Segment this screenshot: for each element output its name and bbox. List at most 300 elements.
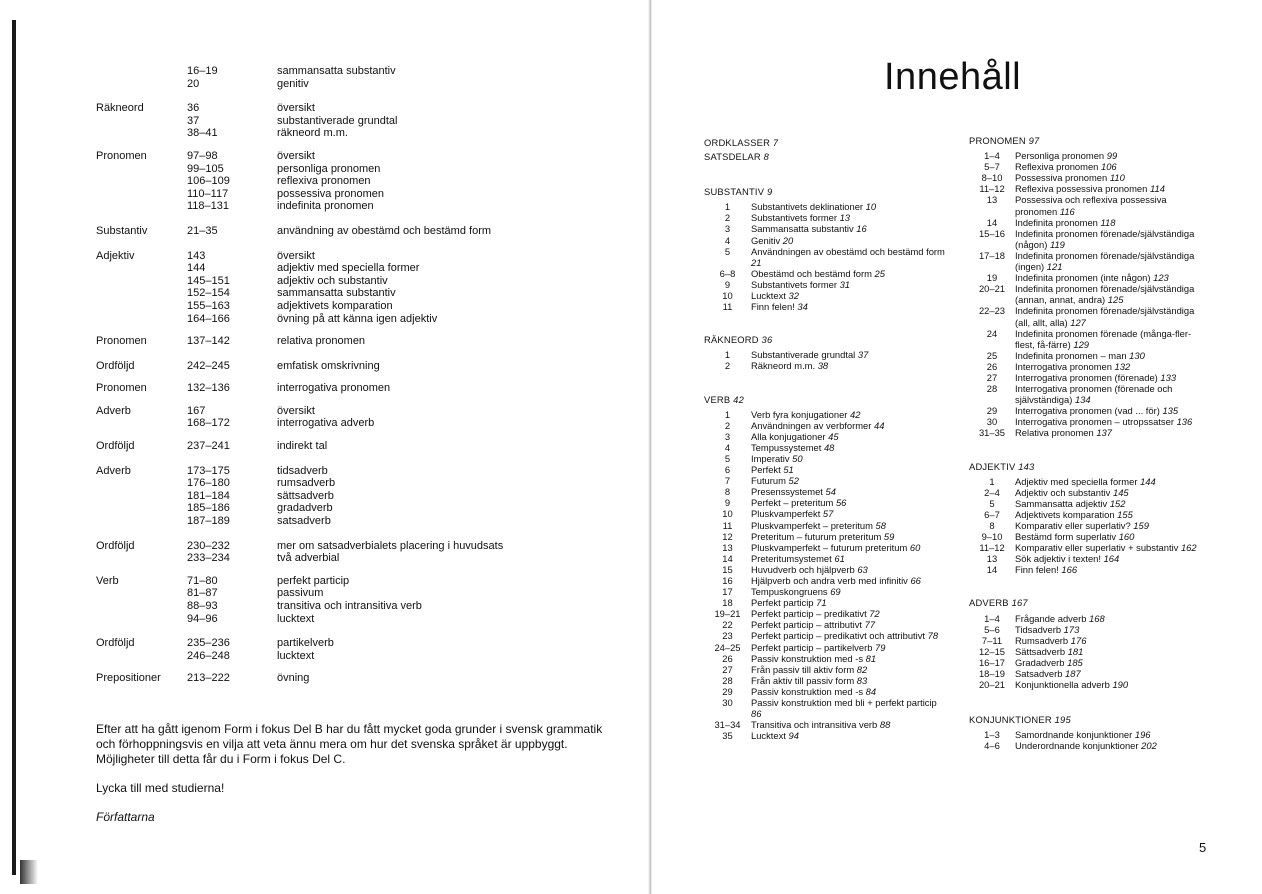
exercise-topic: användning av obestämd och bestämd form — [277, 224, 492, 237]
exercise-topic: översikt — [277, 249, 315, 262]
entry-page-number: 72 — [869, 608, 880, 620]
entry-number: 10 — [722, 290, 733, 302]
table-row — [187, 587, 636, 600]
entry-number: 5–6 — [984, 623, 1000, 635]
entry-text: Presenssystemet — [751, 486, 823, 498]
entry-text: Reflexiva possessiva pronomen — [1015, 183, 1148, 195]
exercise-range: 94–96 — [187, 612, 218, 625]
entry-page-number: 137 — [1096, 427, 1112, 439]
entry-page-number: 129 — [1073, 338, 1090, 350]
entry-page-number: 20 — [782, 234, 794, 246]
exercise-topic: indirekt tal — [277, 440, 328, 453]
entry-text: Indefinita pronomen — [1015, 216, 1098, 228]
entry-page-number: 32 — [788, 290, 799, 302]
entry-page-number: 58 — [875, 519, 886, 531]
toc-entry — [704, 619, 949, 630]
entry-text: Användningen av obestämd och bestämd form — [751, 245, 945, 257]
entry-text: Adjektiv och substantiv — [1015, 486, 1111, 498]
category-label: Pronomen — [96, 335, 147, 348]
group-rows — [187, 382, 636, 395]
toc-entry — [969, 542, 1201, 553]
toc-column-1 — [704, 137, 949, 741]
exercise-range: 110–117 — [187, 187, 229, 200]
exercise-range: 97–98 — [187, 149, 218, 162]
entry-title — [1015, 228, 1201, 250]
entry-title — [1015, 283, 1201, 305]
entry-page-number: 121 — [1046, 261, 1063, 273]
category-label: Adverb — [96, 464, 131, 477]
exercise-topic: lucktext — [277, 612, 315, 625]
entry-title — [1015, 350, 1145, 361]
exercise-topic: genitiv — [277, 77, 309, 90]
exercise-range: 213–222 — [187, 672, 230, 685]
exercise-topic: övning på att känna igen adjektiv — [277, 312, 438, 325]
entry-page-number: 125 — [1107, 294, 1124, 306]
entry-title — [751, 575, 921, 586]
entry-number: 19–21 — [714, 608, 741, 620]
entry-text: Passiv konstruktion med bli + perfekt particip — [751, 697, 937, 709]
entry-number: 5 — [989, 497, 995, 509]
table-row — [187, 477, 636, 490]
toc-entry — [704, 508, 949, 519]
entry-title — [1015, 416, 1192, 427]
toc-entry — [969, 531, 1201, 542]
entry-text: Substantivets former — [751, 278, 837, 290]
entry-title — [1015, 542, 1197, 553]
exercise-topic: sammansatta substantiv — [277, 287, 396, 300]
toc-entry — [969, 372, 1201, 383]
entry-title — [751, 235, 793, 246]
entry-page-number: 132 — [1114, 360, 1131, 372]
entry-page-number: 144 — [1140, 475, 1156, 487]
entry-page-number: 86 — [751, 708, 762, 720]
table-group — [96, 360, 636, 373]
entry-number: 2 — [724, 360, 731, 372]
entry-page-number: 190 — [1112, 679, 1129, 691]
toc-section — [704, 151, 949, 162]
entry-title — [751, 464, 794, 475]
exercise-range: 88–93 — [187, 600, 218, 612]
entry-text: Sättsadverb — [1015, 645, 1066, 657]
toc-entry — [969, 250, 1201, 272]
toc-entry — [969, 228, 1201, 250]
section-page-number: 7 — [772, 137, 779, 148]
entry-text: Indefinita pronomen förenade/självständiga (någon) — [1015, 227, 1195, 250]
entry-page-number: 81 — [865, 652, 877, 664]
entry-number: 8 — [724, 486, 731, 498]
toc-entry — [704, 630, 949, 641]
toc-entry — [969, 509, 1201, 520]
exercise-range: 99–105 — [187, 162, 224, 175]
entry-number: 22 — [722, 619, 733, 631]
entry-number: 9 — [724, 278, 731, 290]
toc-entry — [969, 172, 1201, 183]
toc-entry — [969, 283, 1201, 305]
entry-number: 4 — [724, 234, 731, 246]
section-page-number: 42 — [733, 393, 744, 405]
entry-title — [1015, 740, 1157, 751]
table-group — [96, 575, 636, 625]
closing-author: Författarna — [96, 810, 155, 824]
exercise-range: 152–154 — [187, 287, 230, 300]
section-page-number: 167 — [1011, 597, 1028, 609]
entry-number: 2 — [724, 212, 731, 224]
entry-text: Bestämd form superlativ — [1015, 531, 1117, 543]
table-row — [187, 188, 636, 201]
exercise-range: 187–189 — [187, 515, 230, 528]
entry-text: Futurum — [751, 475, 786, 487]
entry-title — [751, 553, 845, 564]
entry-number: 4–6 — [984, 740, 1000, 752]
entry-text: Pluskvamperfekt – futurum preteritum — [751, 541, 908, 553]
toc-entry — [969, 194, 1201, 216]
entry-page-number: 44 — [874, 419, 885, 431]
toc-entry — [704, 268, 949, 279]
entry-title — [751, 597, 827, 608]
category-label: Ordföljd — [96, 539, 135, 552]
exercise-topic: personliga pronomen — [277, 162, 381, 175]
table-row — [187, 335, 636, 348]
table-group — [96, 465, 636, 528]
entry-text: Interrogativa pronomen (vad ... för) — [1015, 405, 1160, 417]
entry-text: Alla konjugationer — [751, 430, 826, 442]
entry-title — [751, 301, 808, 312]
section-page-number: 9 — [766, 186, 773, 198]
entry-page-number: 160 — [1118, 531, 1135, 543]
entry-title — [751, 431, 839, 442]
entry-page-number: 77 — [864, 619, 876, 631]
entry-page-number: 59 — [883, 530, 895, 542]
entry-text: Underordnande konjunktioner — [1015, 740, 1139, 752]
table-group — [96, 540, 636, 565]
entry-title — [751, 619, 875, 630]
entry-page-number: 38 — [817, 360, 829, 372]
table-group — [96, 405, 636, 430]
group-rows — [187, 465, 636, 528]
entry-text: Preteritumsystemet — [751, 552, 832, 564]
category-label: Prepositioner — [96, 672, 161, 685]
table-group — [96, 150, 636, 213]
exercise-range: 242–245 — [187, 359, 230, 372]
entry-text: Sammansatta adjektiv — [1015, 497, 1108, 509]
entry-page-number: 176 — [1070, 634, 1087, 646]
exercise-topic: indefinita pronomen — [277, 200, 374, 213]
entry-text: Indefinita pronomen förenade (många-fler-flest, få-färre) — [1015, 327, 1192, 350]
entry-title — [1015, 194, 1201, 216]
entry-page-number: 37 — [857, 349, 869, 361]
entry-title — [1015, 487, 1129, 498]
entry-title — [751, 453, 803, 464]
entry-page-number: 152 — [1109, 497, 1126, 509]
entry-page-number: 69 — [830, 586, 841, 598]
entry-page-number: 164 — [1103, 553, 1120, 565]
exercise-topic: substantiverade grundtal — [277, 114, 398, 127]
entry-title — [751, 409, 860, 420]
entry-page-number: 116 — [1059, 205, 1075, 217]
toc-entry — [704, 349, 949, 360]
entry-page-number: 79 — [875, 641, 886, 653]
entry-number: 5–7 — [984, 161, 1000, 173]
section-heading-text: VERB — [704, 393, 731, 405]
exercise-range: 143 — [187, 249, 206, 262]
entry-text: Perfekt particip – predikativt — [751, 608, 867, 620]
toc-entry — [704, 464, 949, 475]
section-heading — [969, 461, 1201, 472]
entry-number: 1 — [724, 349, 731, 361]
exercise-range: 235–236 — [187, 637, 230, 650]
toc-entry — [969, 498, 1201, 509]
entry-number: 1 — [724, 408, 731, 420]
exercise-range: 230–232 — [187, 539, 230, 552]
category-label: Substantiv — [96, 224, 148, 237]
section-heading — [969, 135, 1201, 146]
table-row — [187, 225, 636, 238]
exercise-range: 71–80 — [187, 574, 218, 587]
entry-page-number: 134 — [1074, 394, 1091, 406]
exercise-topic: interrogativa adverb — [277, 417, 375, 430]
entry-text: Interrogativa pronomen – utropssatser — [1015, 416, 1174, 428]
toc-entry — [969, 416, 1201, 427]
table-row — [187, 275, 636, 288]
exercise-range: 164–166 — [187, 312, 230, 325]
entry-title — [751, 223, 867, 234]
entry-text: Finn felen! — [751, 301, 795, 313]
entry-text: Gradadverb — [1015, 656, 1065, 668]
toc-entry — [969, 740, 1201, 751]
category-label: Pronomen — [96, 382, 147, 395]
entry-number: 18–19 — [978, 668, 1006, 680]
entry-page-number: 136 — [1176, 416, 1193, 428]
entry-title — [751, 586, 841, 597]
entry-text: Indefinita pronomen (inte någon) — [1015, 272, 1151, 284]
toc-entry — [704, 201, 949, 212]
entry-text: Indefinita pronomen förenade/självständiga (annan, annat, andra) — [1015, 283, 1195, 306]
section-heading-text: SATSDELAR — [704, 151, 761, 163]
entry-number: 29 — [722, 685, 733, 697]
table-row — [187, 490, 636, 503]
exercise-overview-table — [96, 65, 636, 696]
entry-page-number: 94 — [788, 730, 799, 742]
exercise-range: 37 — [187, 114, 200, 127]
toc-entry — [704, 520, 949, 531]
entry-number: 14 — [722, 552, 733, 564]
group-rows — [187, 150, 636, 213]
entry-title — [1015, 372, 1176, 383]
entry-page-number: 119 — [1049, 238, 1065, 250]
entry-text: Lucktext — [751, 730, 786, 742]
entry-title — [751, 642, 885, 653]
toc-section — [969, 135, 1201, 439]
entry-text: Lucktext — [751, 290, 786, 302]
toc-entry — [704, 564, 949, 575]
exercise-topic: gradadverb — [277, 502, 333, 515]
entry-title — [1015, 498, 1126, 509]
entry-text: Från aktiv till passiv form — [751, 674, 855, 686]
entry-text: Substantivets former — [751, 212, 837, 224]
exercise-range: 36 — [187, 102, 200, 115]
toc-entry — [704, 675, 949, 686]
entry-title — [1015, 679, 1128, 690]
entry-page-number: 10 — [865, 201, 877, 213]
table-row — [187, 287, 636, 300]
table-row — [187, 465, 636, 478]
exercise-topic: adjektiv och substantiv — [277, 274, 388, 287]
entry-text: Personliga pronomen — [1015, 150, 1105, 162]
entry-number: 30 — [722, 697, 733, 709]
table-row — [187, 382, 636, 395]
entry-number: 3 — [724, 430, 731, 442]
entry-text: Räkneord m.m. — [751, 360, 816, 372]
toc-entry — [704, 664, 949, 675]
toc-entry — [969, 487, 1201, 498]
exercise-topic: sättsadverb — [277, 489, 334, 502]
toc-entry — [969, 150, 1201, 161]
entry-number: 1 — [989, 475, 995, 487]
exercise-topic: tidsadverb — [277, 464, 328, 477]
entry-title — [751, 730, 799, 741]
entry-title — [751, 290, 799, 301]
table-row — [187, 613, 636, 626]
entry-page-number: 48 — [823, 441, 835, 453]
entry-number: 24–25 — [714, 641, 741, 653]
exercise-range: 106–109 — [187, 175, 230, 188]
entry-text: Substantivets deklinationer — [751, 201, 864, 213]
entry-page-number: 71 — [816, 597, 827, 609]
toc-entry — [969, 679, 1201, 690]
entry-number: 14 — [986, 564, 998, 576]
entry-number: 26 — [986, 360, 998, 372]
toc-entry — [704, 453, 949, 464]
group-rows — [187, 65, 636, 90]
entry-number: 2–4 — [984, 486, 1000, 498]
entry-number: 13 — [722, 541, 733, 553]
table-row — [187, 163, 636, 176]
entry-title — [751, 201, 876, 212]
entry-page-number: 162 — [1180, 542, 1197, 554]
table-group — [96, 335, 636, 348]
entry-title — [751, 686, 876, 697]
entry-page-number: 56 — [835, 497, 847, 509]
table-row — [187, 115, 636, 128]
entry-text: Perfekt particip – predikativt och attributivt — [751, 630, 926, 642]
exercise-topic: possessiva pronomen — [277, 187, 385, 200]
entry-title — [1015, 172, 1125, 183]
entry-text: Perfekt particip – attributivt — [751, 619, 862, 631]
entry-number: 35 — [722, 730, 733, 742]
exercise-topic: översikt — [277, 102, 315, 115]
entry-title — [751, 675, 867, 686]
entry-title — [1015, 161, 1117, 172]
entry-page-number: 155 — [1117, 508, 1133, 520]
entry-page-number: 61 — [834, 552, 845, 564]
exercise-topic: reflexiva pronomen — [277, 175, 371, 188]
toc-section — [704, 394, 949, 742]
entry-number: 12 — [722, 530, 733, 542]
toc-entry — [704, 420, 949, 431]
entry-page-number: 123 — [1153, 272, 1169, 284]
entry-number: 2 — [724, 419, 731, 431]
toc-entry — [969, 646, 1201, 657]
exercise-topic: transitiva och intransitiva verb — [277, 600, 422, 612]
toc-column-2 — [969, 135, 1201, 752]
table-group — [96, 440, 636, 453]
entry-number: 12–15 — [978, 645, 1006, 657]
section-heading — [704, 394, 949, 405]
toc-entry — [704, 212, 949, 223]
table-row — [187, 405, 636, 418]
entry-title — [751, 664, 867, 675]
entry-title — [751, 349, 868, 360]
toc-entry — [969, 350, 1201, 361]
table-row — [187, 540, 636, 553]
entry-page-number: 60 — [909, 541, 921, 553]
toc-section — [704, 137, 949, 148]
entry-number: 6 — [724, 464, 731, 476]
exercise-range: 145–151 — [187, 274, 230, 287]
section-heading — [704, 334, 949, 345]
entry-title — [751, 246, 949, 268]
table-row — [187, 300, 636, 313]
section-heading-text: RÄKNEORD — [704, 334, 759, 346]
exercise-range: 137–142 — [187, 335, 230, 348]
entry-text: Huvudverb och hjälpverb — [751, 563, 855, 575]
exercise-range: 16–19 — [187, 65, 218, 77]
exercise-topic: sammansatta substantiv — [277, 65, 396, 77]
entry-title — [1015, 183, 1165, 194]
category-label — [96, 65, 187, 90]
entry-number: 27 — [722, 663, 733, 675]
toc-entry — [704, 235, 949, 246]
entry-text: Pluskvamperfekt – preteritum — [751, 519, 873, 531]
closing-wish: Lycka till med studierna! — [96, 781, 225, 795]
toc-entry — [969, 635, 1201, 646]
entry-number: 14 — [986, 216, 998, 228]
entry-text: Pluskvamperfekt — [751, 508, 821, 520]
section-heading-text: SUBSTANTIV — [704, 186, 765, 198]
entry-text: Verb fyra konjugationer — [751, 408, 848, 420]
toc-entry — [969, 564, 1201, 575]
group-rows — [187, 405, 636, 430]
entry-number: 13 — [986, 553, 998, 565]
entry-title — [751, 268, 885, 279]
entry-number: 6–8 — [719, 267, 736, 279]
entry-title — [1015, 250, 1201, 272]
toc-entry — [704, 360, 949, 371]
entry-number: 16 — [722, 575, 733, 586]
entry-number: 27 — [986, 371, 998, 383]
entry-title — [1015, 476, 1156, 487]
entry-text: Obestämd och bestämd form — [751, 267, 872, 279]
entry-page-number: 84 — [865, 685, 877, 697]
toc-entry — [704, 597, 949, 608]
exercise-topic: två adverbial — [277, 552, 340, 565]
toc-entry — [969, 217, 1201, 228]
exercise-range: 81–87 — [187, 587, 218, 600]
exercise-range: 233–234 — [187, 552, 230, 565]
entry-title — [1015, 668, 1081, 679]
entry-text: Satsadverb — [1015, 668, 1063, 680]
category-label: Adverb — [96, 404, 131, 417]
exercise-range: 155–163 — [187, 299, 230, 312]
exercise-topic: relativa pronomen — [277, 335, 366, 348]
entry-title — [1015, 272, 1169, 283]
entry-number: 20–21 — [978, 679, 1006, 691]
toc-entry — [704, 409, 949, 420]
toc-entry — [704, 279, 949, 290]
entry-text: Komparativ eller superlativ? — [1015, 520, 1131, 531]
entry-title — [1015, 150, 1117, 161]
entry-title — [1015, 361, 1130, 372]
